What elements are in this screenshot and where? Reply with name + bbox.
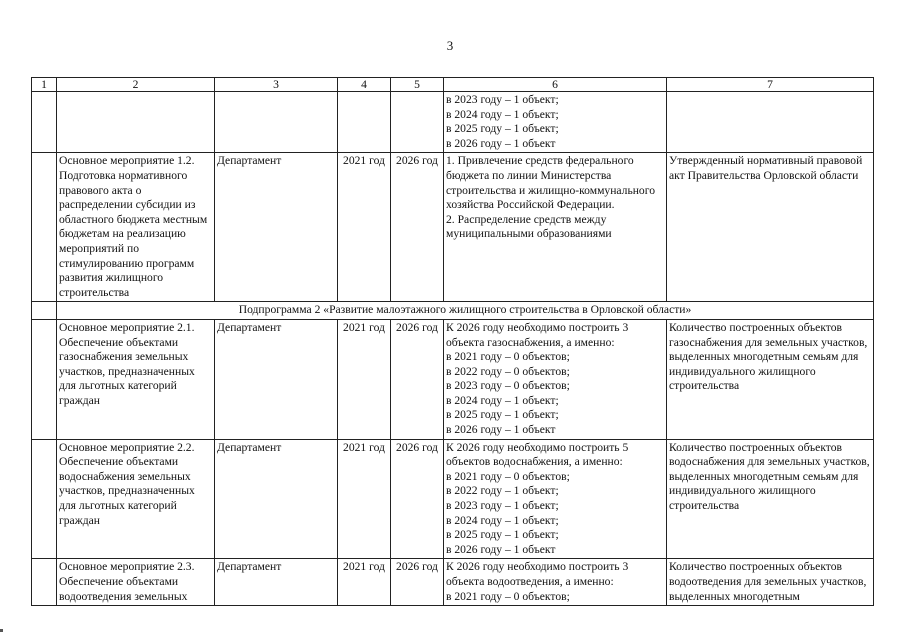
cell-expected-result [444,559,667,606]
result-line: в 2021 году – 0 объектов; [446,589,570,603]
result-line: в 2025 году – 1 объект; [446,408,559,422]
col-header-5: 5 [391,78,444,92]
col-header-2: 2 [57,78,215,92]
result-line: К 2026 году необходимо построить 3 объекта газоснабжения, а именно: [446,320,629,349]
result-line: в 2024 году – 1 объект; [446,107,559,121]
col-header-4: 4 [338,78,391,92]
subprogram-title: Подпрограмма 2 «Развитие малоэтажного жилищного строительства в Орловской области» [57,302,874,320]
result-line: 1. Привлечение средств федерального бюджета по линии Министерства строительства и жилищно-коммунального хозяйства Российской Федерации. [446,154,655,212]
table-row [32,92,874,153]
cell-expected-result [444,153,667,302]
col-header-3: 3 [215,78,338,92]
cell-executor: Департамент [215,153,338,302]
cell-measure [57,92,215,153]
cell-number [32,559,57,606]
result-line: в 2021 году – 0 объектов; [446,469,570,483]
column-number-row [32,78,874,92]
result-line: в 2025 году – 1 объект; [446,122,559,136]
cell-start-year: 2021 год [338,439,391,559]
cell-end-year [391,92,444,153]
result-line: в 2025 году – 1 объект; [446,528,559,542]
table-row [32,319,874,439]
result-line: 2. Распределение средств между муниципальными образованиями [446,212,612,241]
cell-measure: Основное мероприятие 1.2. Подготовка нормативного правового акта о распределении субсидии из областного бюджета местным бюджетам на реализацию мероприятий по стимулированию программ развития жилищного строительства [57,153,215,302]
col-header-1: 1 [32,78,57,92]
cell-start-year: 2021 год [338,559,391,606]
scan-mark [0,629,3,632]
cell-indicator [667,92,874,153]
table-row [32,559,874,606]
cell-end-year: 2026 год [391,559,444,606]
cell-expected-result [444,439,667,559]
result-line: в 2026 году – 1 объект [446,423,556,437]
result-line: в 2021 году – 0 объектов; [446,350,570,364]
cell-number [32,319,57,439]
plan-table [31,77,874,606]
cell-executor: Департамент [215,439,338,559]
result-line: в 2023 году – 1 объект; [446,93,559,106]
cell-number [32,439,57,559]
cell-end-year: 2026 год [391,153,444,302]
subprogram-row [32,302,874,320]
result-line: в 2024 году – 1 объект; [446,513,559,527]
cell-executor: Департамент [215,559,338,606]
cell-start-year [338,92,391,153]
cell-indicator: Количество построенных объектов водоснабжения для земельных участков, выделенных многодетным семьям для индивидуального жилищного строительства [667,439,874,559]
table-row [32,153,874,302]
cell-executor: Департамент [215,319,338,439]
cell-measure: Основное мероприятие 2.3. Обеспечение объектами водоотведения земельных [57,559,215,606]
result-line: К 2026 году необходимо построить 3 объекта водоотведения, а именно: [446,560,629,588]
cell-number [32,92,57,153]
result-line: в 2023 году – 0 объектов; [446,379,570,393]
cell-end-year: 2026 год [391,439,444,559]
result-line: в 2026 году – 1 объект [446,542,556,556]
cell-indicator: Количество построенных объектов газоснабжения для земельных участков, выделенных многодетным семьям для индивидуального жилищного строительства [667,319,874,439]
cell-start-year: 2021 год [338,319,391,439]
result-line: в 2023 году – 1 объект; [446,499,559,513]
cell-expected-result [444,92,667,153]
result-line: в 2022 году – 1 объект; [446,484,559,498]
cell-measure: Основное мероприятие 2.1. Обеспечение объектами газоснабжения земельных участков, предназначенных для льготных категорий граждан [57,319,215,439]
cell-expected-result [444,319,667,439]
cell-measure: Основное мероприятие 2.2. Обеспечение объектами водоснабжения земельных участков, предназначенных для льготных категорий граждан [57,439,215,559]
cell-indicator: Количество построенных объектов водоотведения для земельных участков, выделенных многодетным [667,559,874,606]
cell-indicator: Утвержденный нормативный правовой акт Правительства Орловской области [667,153,874,302]
page-number: 3 [446,38,454,53]
col-header-7: 7 [667,78,874,92]
result-line: К 2026 году необходимо построить 5 объектов водоснабжения, а именно: [446,440,629,469]
result-line: в 2024 году – 1 объект; [446,393,559,407]
result-line: в 2026 году – 1 объект [446,136,556,150]
cell-start-year: 2021 год [338,153,391,302]
cell-executor [215,92,338,153]
cell-end-year: 2026 год [391,319,444,439]
cell-number [32,153,57,302]
result-line: в 2022 году – 0 объектов; [446,364,570,378]
cell-number [32,302,57,320]
col-header-6: 6 [444,78,667,92]
table-row [32,439,874,559]
